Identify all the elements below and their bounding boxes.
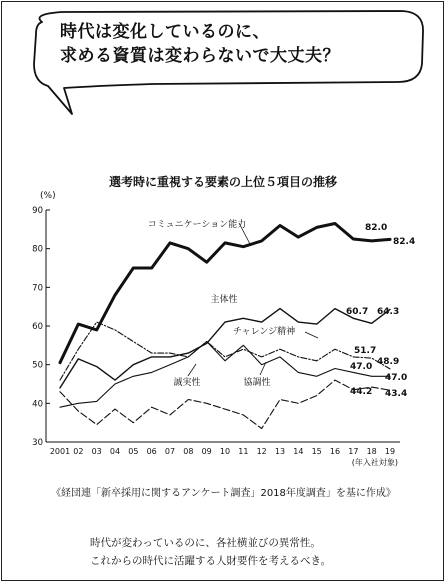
series-label-2: 主体性 — [210, 295, 238, 305]
headline-line-2: 求める資質は変わらないで大丈夫？ — [60, 46, 340, 66]
data-label: 47.0 — [385, 373, 408, 383]
data-label: 82.4 — [393, 237, 416, 247]
data-label: 48.9 — [377, 357, 400, 367]
series-line-2 — [60, 309, 390, 388]
x-tick-label: 17 — [348, 447, 359, 456]
series-line-1 — [60, 224, 390, 363]
series-label-4: 協調性 — [243, 378, 271, 388]
footer-line-2: これからの時代に活躍する人財要件を考えるべき。 — [90, 555, 332, 567]
x-tick-label: 07 — [164, 447, 176, 456]
x-tick-label: 13 — [274, 447, 286, 456]
y-tick-label: 50 — [32, 360, 43, 371]
x-tick-label: 05 — [128, 447, 139, 456]
y-tick-label: 60 — [32, 322, 43, 332]
x-tick-label: 09 — [201, 447, 212, 456]
y-tick-label: 90 — [32, 206, 43, 216]
data-label: 51.7 — [354, 346, 377, 356]
x-tick-label: 06 — [146, 447, 157, 456]
series-line-5 — [60, 380, 390, 428]
headline-line-1: 時代は変化しているのに、 — [60, 22, 270, 42]
line-chart — [2, 2, 445, 482]
data-label: 44.2 — [350, 387, 373, 397]
x-tick-label: 12 — [256, 447, 267, 456]
y-tick-label: 80 — [32, 244, 43, 255]
chart-title: 選考時に重視する要素の上位５項目の推移 — [108, 175, 338, 189]
x-tick-label: 10 — [219, 447, 231, 456]
series-line-3 — [60, 322, 390, 380]
data-label: 43.4 — [385, 389, 408, 399]
footer-line-1: 時代が変わっているのに、各社横並びの異常性。 — [90, 537, 321, 549]
x-tick-label: 02 — [73, 447, 84, 456]
series-label-3: チャレンジ精神 — [232, 327, 296, 337]
x-tick-label: 18 — [366, 447, 377, 456]
x-tick-label: 11 — [238, 447, 249, 456]
y-axis-unit: (%) — [40, 191, 56, 201]
y-tick-label: 40 — [32, 399, 43, 410]
footer-text — [90, 534, 331, 570]
series-label-leader — [305, 332, 318, 338]
series-label-leader — [188, 364, 196, 376]
x-tick-label: 15 — [311, 447, 322, 456]
data-label: 64.3 — [377, 307, 400, 317]
x-tick-label: 2001 — [49, 447, 71, 456]
y-tick-label: 30 — [32, 438, 43, 448]
x-tick-label: 08 — [183, 447, 194, 456]
figure-page — [1, 1, 444, 581]
y-tick-label: 70 — [32, 283, 43, 294]
x-axis-unit: (年入社対象) — [351, 458, 398, 467]
series-label-5: 誠実性 — [173, 378, 201, 388]
x-tick-label: 19 — [384, 447, 396, 456]
data-label: 47.0 — [350, 362, 373, 372]
data-label: 82.0 — [365, 223, 388, 233]
data-label: 60.7 — [346, 307, 369, 317]
x-tick-label: 14 — [293, 447, 304, 456]
x-tick-label: 16 — [329, 447, 341, 456]
x-tick-label: 03 — [91, 447, 102, 456]
source-note: 《経団連「新卒採用に関するアンケート調査」2018年度調査」を基に作成》 — [51, 488, 396, 499]
x-tick-label: 04 — [109, 447, 121, 456]
series-label-1: コミュニケーション能力 — [147, 220, 247, 230]
